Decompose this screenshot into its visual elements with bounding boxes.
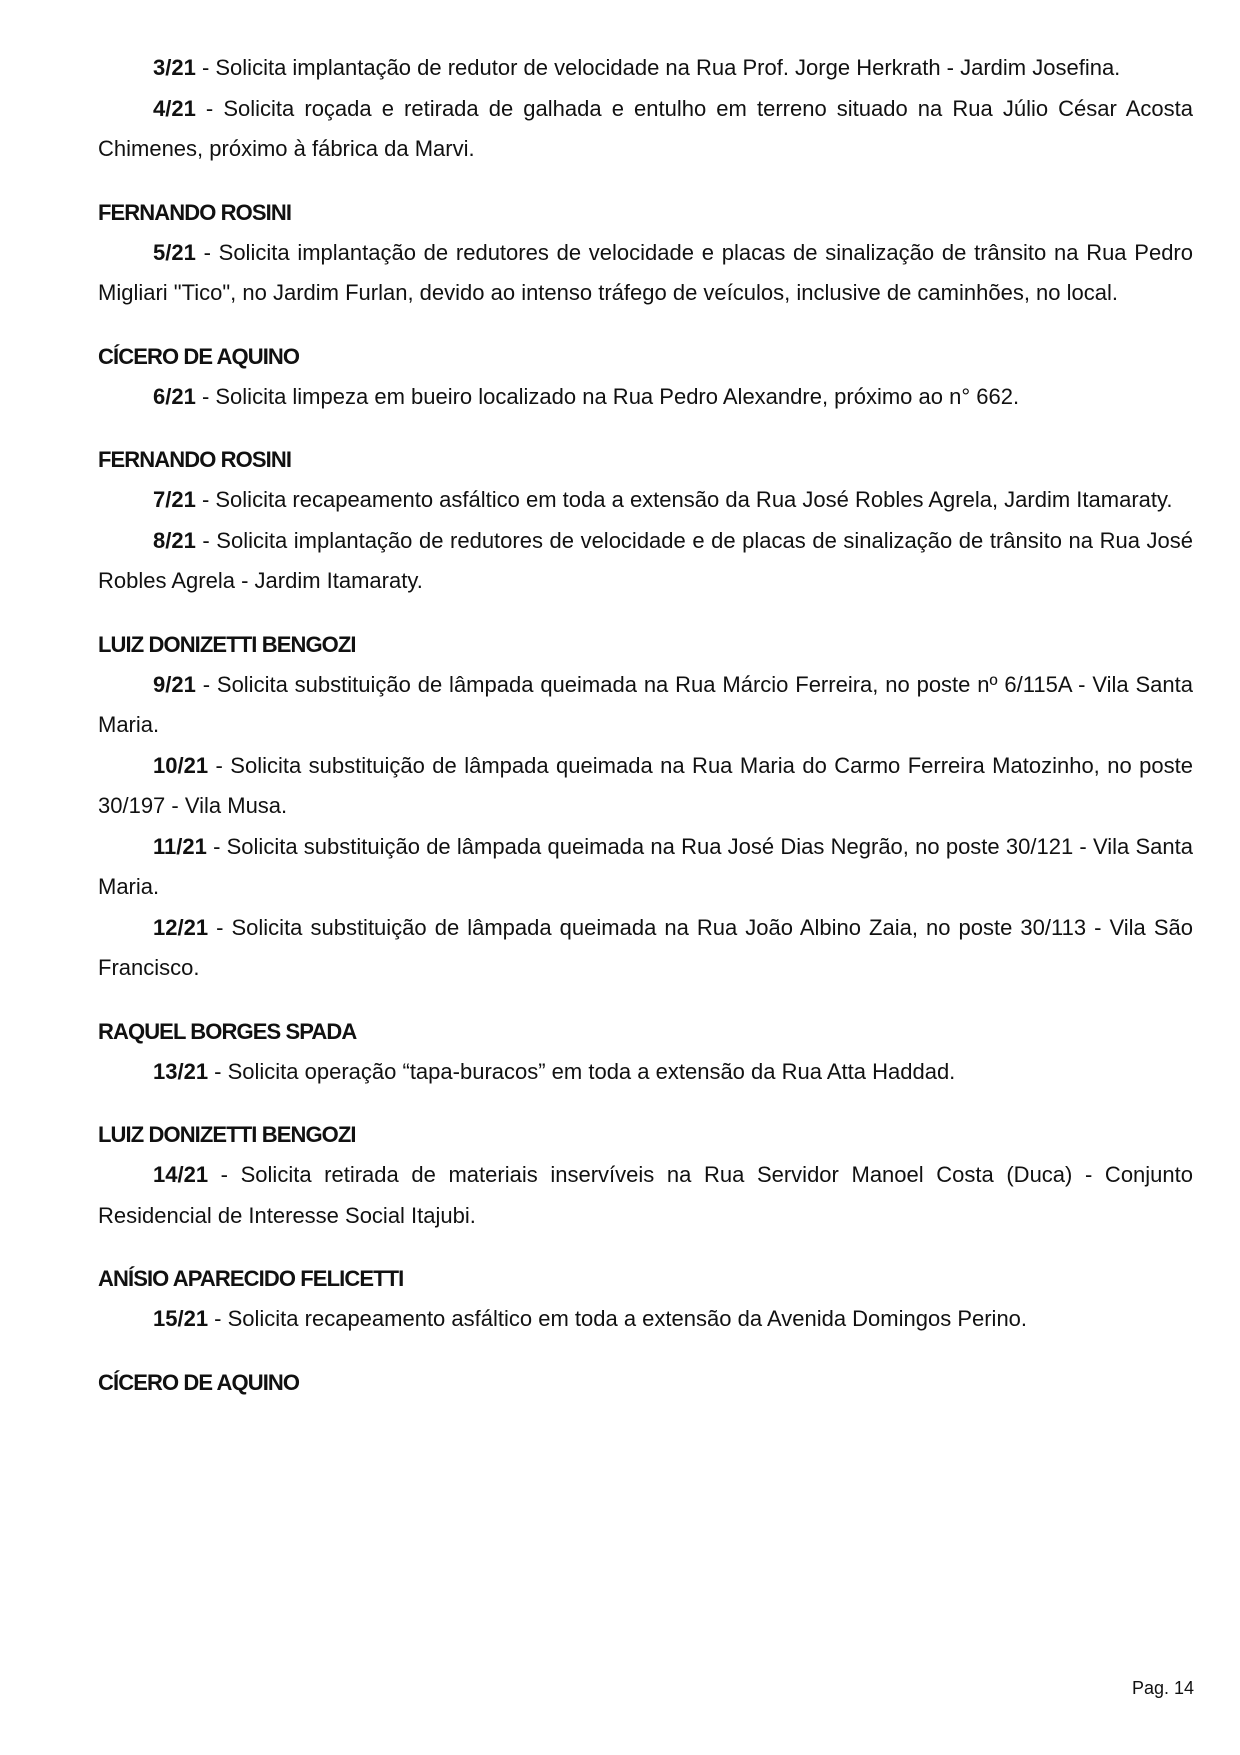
request-text: - Solicita implantação de redutor de velocidade na Rua Prof. Jorge Herkrath - Jardim Josefina. (195, 55, 1121, 80)
request-item (98, 377, 1193, 418)
request-item (98, 480, 1193, 521)
request-text: - Solicita implantação de redutores de velocidade e placas de sinalização de trânsito na Rua Pedro Migliari "Tico", no Jardim Furlan, devido ao intenso tráfego de veículos, inclusive de caminhões, no local. (98, 239, 1193, 305)
request-item (98, 665, 1193, 746)
request-text: - Solicita recapeamento asfáltico em toda a extensão da Avenida Domingos Perino. (208, 1306, 1028, 1331)
request-item (98, 746, 1193, 827)
request-item (98, 233, 1193, 314)
request-number: 5/21 (153, 239, 196, 265)
request-number: 4/21 (153, 95, 196, 121)
request-number: 6/21 (153, 383, 196, 409)
councilor-heading: FERNANDO ROSINI (98, 199, 292, 225)
request-text: - Solicita substituição de lâmpada queimada na Rua Maria do Carmo Ferreira Matozinho, no poste 30/197 - Vila Musa. (98, 752, 1193, 818)
request-number: 9/21 (153, 671, 196, 697)
councilor-heading: FERNANDO ROSINI (98, 447, 292, 472)
councilor-heading: LUIZ DONIZETTI BENGOZI (98, 631, 356, 657)
councilor-heading: ANÍSIO APARECIDO FELICETTI (98, 1266, 404, 1291)
request-number: 8/21 (153, 527, 196, 553)
request-text: - Solicita recapeamento asfáltico em toda a extensão da Rua José Robles Agrela, Jardim Itamaraty. (195, 487, 1173, 512)
request-text: - Solicita substituição de lâmpada queimada na Rua José Dias Negrão, no poste 30/121 - Vila Santa Maria. (98, 833, 1193, 899)
request-item (98, 1299, 1193, 1340)
councilor-heading: CÍCERO DE AQUINO (98, 1369, 300, 1395)
councilor-heading: LUIZ DONIZETTI BENGOZI (98, 1122, 356, 1147)
councilor-heading: CÍCERO DE AQUINO (98, 343, 300, 369)
request-text: - Solicita substituição de lâmpada queimada na Rua João Albino Zaia, no poste 30/113 - Vila São Francisco. (98, 914, 1193, 980)
request-item (98, 1155, 1193, 1236)
request-item (98, 827, 1193, 908)
request-number: 3/21 (153, 55, 196, 80)
request-text: - Solicita limpeza em bueiro localizado na Rua Pedro Alexandre, próximo ao n° 662. (195, 383, 1020, 409)
request-number: 13/21 (153, 1058, 209, 1084)
request-item (98, 908, 1193, 989)
request-item (98, 89, 1193, 170)
request-number: 14/21 (153, 1162, 209, 1187)
document-page (98, 48, 1193, 1403)
councilor-heading: RAQUEL BORGES SPADA (98, 1018, 357, 1044)
request-text: - Solicita operação “tapa-buracos” em toda a extensão da Rua Atta Haddad. (208, 1058, 956, 1084)
request-number: 7/21 (153, 487, 196, 512)
request-text: - Solicita implantação de redutores de velocidade e de placas de sinalização de trânsito na Rua José Robles Agrela - Jardim Itamaraty. (98, 527, 1193, 593)
page-number: Pag. 14 (1131, 1678, 1194, 1698)
request-number: 10/21 (153, 752, 209, 778)
request-text: - Solicita retirada de materiais inservíveis na Rua Servidor Manoel Costa (Duca) - Conjunto Residencial de Interesse Social Itajubi. (98, 1162, 1193, 1228)
request-number: 11/21 (153, 833, 207, 859)
request-number: 12/21 (153, 914, 209, 940)
request-item (98, 521, 1193, 602)
request-text: - Solicita roçada e retirada de galhada e entulho em terreno situado na Rua Júlio César Acosta Chimenes, próximo à fábrica da Marvi. (98, 95, 1193, 161)
request-item (98, 48, 1193, 89)
request-text: - Solicita substituição de lâmpada queimada na Rua Márcio Ferreira, no poste nº 6/115A - Vila Santa Maria. (98, 671, 1193, 737)
request-number: 15/21 (153, 1306, 209, 1331)
request-item (98, 1052, 1193, 1093)
